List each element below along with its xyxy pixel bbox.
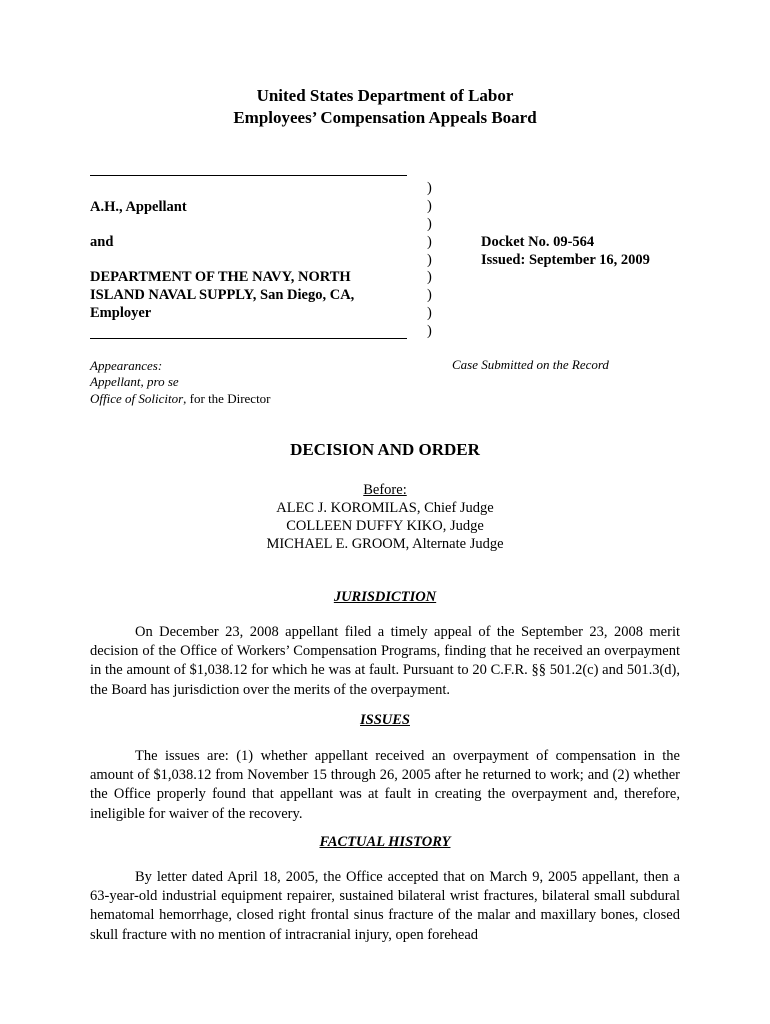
caption-bottom-rule — [90, 338, 407, 339]
and-connector: and — [90, 234, 114, 250]
caption-paren: ) — [427, 180, 432, 196]
caption-top-rule — [90, 175, 407, 176]
caption-paren: ) — [427, 305, 432, 321]
agency-title: United States Department of Labor — [256, 86, 514, 105]
issues-heading: ISSUES — [360, 712, 410, 728]
factual-history-heading: FACTUAL HISTORY — [319, 834, 451, 850]
caption-paren: ) — [427, 234, 432, 250]
solicitor-role: , for the Director — [183, 391, 271, 406]
judge-2: COLLEEN DUFFY KIKO, Judge — [286, 518, 484, 534]
employer-line-2: ISLAND NAVAL SUPPLY, San Diego, CA, — [90, 287, 355, 303]
caption-paren: ) — [427, 269, 432, 285]
employer-line-1: DEPARTMENT OF THE NAVY, NORTH — [90, 269, 351, 285]
issues-paragraph: The issues are: (1) whether appellant received an overpayment of compensation in the amount of $1,038.12 from November 15 through 26, 2005 after he returned to work; and (2) whether the Office properly found that appellant was at fault in creating the overpayment and, therefore, ineligible for waiver of the recovery. — [90, 748, 680, 822]
factual-history-paragraph: By letter dated April 18, 2005, the Office accepted that on March 9, 2005 appellant, then a 63-year-old industrial equipment repairer, sustained bilateral wrist fractures, bilateral small subdural hematomal hemorrhage, closed right frontal sinus fracture of the malar and maxillary bones, closed skull fracture with no mention of intracranial injury, open forehead — [90, 869, 680, 943]
appellant-name: A.H., Appellant — [90, 199, 187, 215]
caption-paren: ) — [427, 252, 432, 268]
caption-paren: ) — [427, 323, 432, 339]
jurisdiction-paragraph: On December 23, 2008 appellant filed a timely appeal of the September 23, 2008 merit decision of the Office of Workers’ Compensation Programs, finding that he received an overpayment in the amount of $1,038.12 for which he was at fault. Pursuant to 20 C.F.R. §§ 501.2(c) and 501.3(d), the Board has jurisdiction over the merits of the overpayment. — [90, 624, 680, 698]
judge-1: ALEC J. KOROMILAS, Chief Judge — [276, 500, 494, 516]
before-label — [0, 481, 770, 499]
judge-3: MICHAEL E. GROOM, Alternate Judge — [266, 536, 504, 552]
employer-line-3: Employer — [90, 305, 152, 321]
board-title: Employees’ Compensation Appeals Board — [233, 108, 537, 127]
appearances-label: Appearances: — [90, 358, 163, 373]
appellant-appearance: Appellant, pro se — [90, 374, 179, 389]
solicitor-appearance — [90, 391, 271, 408]
docket-number: Docket No. 09-564 — [481, 234, 595, 250]
caption-paren: ) — [427, 216, 432, 232]
jurisdiction-heading: JURISDICTION — [333, 589, 437, 605]
case-submitted-note: Case Submitted on the Record — [452, 357, 609, 372]
solicitor-office: Office of Solicitor — [90, 391, 184, 406]
caption-paren: ) — [427, 198, 432, 214]
before-text: Before: — [363, 482, 407, 498]
issued-date: Issued: September 16, 2009 — [481, 252, 650, 268]
decision-title: DECISION AND ORDER — [290, 440, 480, 459]
caption-paren: ) — [427, 287, 432, 303]
